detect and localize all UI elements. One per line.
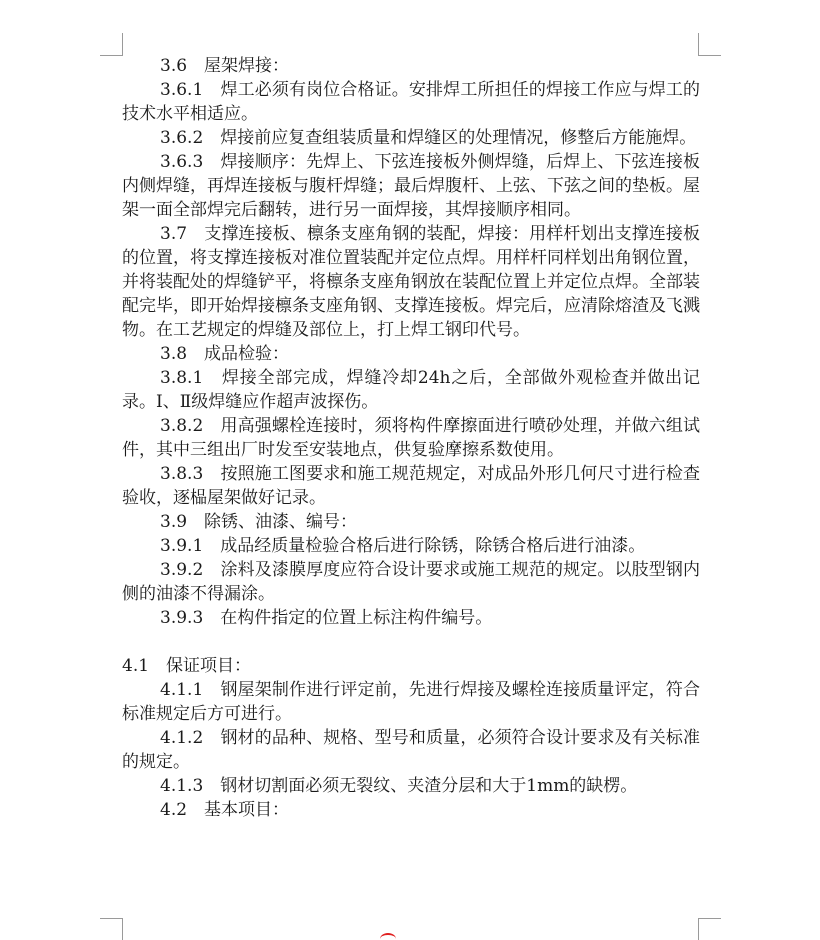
- paragraph-4-1-3: 4.1.3 钢材切割面必须无裂纹、夹渣分层和大于1mm的缺楞。: [160, 776, 638, 796]
- paragraph-3-6-3: 3.6.3 焊接顺序：先焊上、下弦连接板外侧焊缝，后焊上、下弦连接板内侧焊缝，再焊连接板与腹杆焊缝；最后焊腹杆、上弦、下弦之间的垫板。屋架一面全部焊完后翻转，进行另一面焊接，其焊接顺序相同。: [122, 152, 700, 220]
- crop-mark-top-right: [698, 33, 721, 56]
- paragraph-3-8-1: 3.8.1 焊接全部完成，焊缝冷却24h之后，全部做外观检查并做出记录。Ⅰ、Ⅱ级焊缝应作超声波探伤。: [122, 368, 700, 412]
- crop-mark-bottom-left: [100, 918, 123, 940]
- red-mark-icon: [380, 933, 396, 940]
- paragraph-3-6-1: 3.6.1 焊工必须有岗位合格证。安排焊工所担任的焊接工作应与焊工的技术水平相适应。: [122, 80, 700, 124]
- crop-mark-bottom-right: [698, 918, 721, 940]
- paragraph-3-9: 3.9 除锈、油漆、编号：: [160, 512, 358, 532]
- document-body[interactable]: [122, 54, 700, 822]
- paragraph-3-8: 3.8 成品检验：: [160, 344, 290, 364]
- paragraph-3-6: 3.6 屋架焊接：: [160, 56, 290, 76]
- paragraph-4-1: 4.1 保证项目：: [122, 656, 252, 676]
- blank-line: [122, 630, 700, 654]
- paragraph-4-1-1: 4.1.1 钢屋架制作进行评定前，先进行焊接及螺栓连接质量评定，符合标准规定后方可进行。: [122, 680, 700, 724]
- paragraph-3-6-2: 3.6.2 焊接前应复查组装质量和焊缝区的处理情况，修整后方能施焊。: [160, 128, 697, 148]
- crop-mark-top-left: [100, 33, 123, 56]
- paragraph-4-1-2: 4.1.2 钢材的品种、规格、型号和质量，必须符合设计要求及有关标准的规定。: [122, 728, 700, 772]
- paragraph-3-9-2: 3.9.2 涂料及漆膜厚度应符合设计要求或施工规范的规定。以肢型钢内侧的油漆不得漏涂。: [122, 560, 700, 604]
- paragraph-4-2: 4.2 基本项目：: [160, 800, 290, 820]
- paragraph-3-7: 3.7 支撑连接板、檩条支座角钢的装配，焊接：用样杆划出支撑连接板的位置，将支撑连接板对准位置装配并定位点焊。用样杆同样划出角钢位置，并将装配处的焊缝铲平，将檩条支座角钢放在装配位置上并定位点焊。全部装配完毕，即开始焊接檩条支座角钢、支撑连接板。焊完后，应清除熔渣及飞溅物。在工艺规定的焊缝及部位上，打上焊工钢印代号。: [122, 224, 700, 340]
- paragraph-3-9-1: 3.9.1 成品经质量检验合格后进行除锈，除锈合格后进行油漆。: [160, 536, 646, 556]
- paragraph-3-8-3: 3.8.3 按照施工图要求和施工规范规定，对成品外形几何尺寸进行检查验收，逐榀屋架做好记录。: [122, 464, 700, 508]
- paragraph-3-8-2: 3.8.2 用高强螺栓连接时，须将构件摩擦面进行喷砂处理，并做六组试件，其中三组出厂时发至安装地点，供复验摩擦系数使用。: [122, 416, 700, 460]
- paragraph-3-9-3: 3.9.3 在构件指定的位置上标注构件编号。: [160, 608, 493, 628]
